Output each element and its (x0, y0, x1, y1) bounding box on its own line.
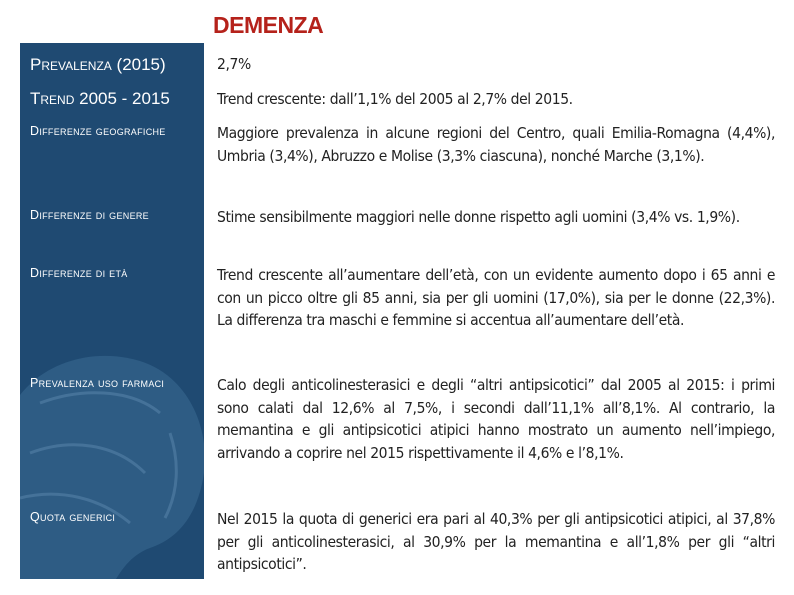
row-text-differenze-eta: Trend crescente all’aumentare dell’età, con un evidente aumento dopo i 65 anni e con un picco oltre gli 85 anni, sia per gli uomini (17,0%), sia per le donne (22,3%). La differenza tra maschi e femmine si accentua all’aumentare dell’età. (217, 266, 775, 329)
row-label-differenze-eta: Differenze di età (30, 266, 128, 280)
row-label-trend: Trend 2005 - 2015 (30, 89, 170, 108)
row-label-prevalenza-farmaci: Prevalenza uso farmaci (30, 376, 165, 390)
row-text-differenze-geografiche: Maggiore prevalenza in alcune regioni del Centro, quali Emilia-Romagna (4,4%), Umbria (3,4%), Abruzzo e Molise (3,3% ciascuna), nonché Marche (3,1%). (217, 124, 775, 165)
row-label-prevalenza: Prevalenza (2015) (30, 55, 166, 74)
row-label-differenze-genere: Differenze di genere (30, 208, 149, 222)
row-text-quota-generici: Nel 2015 la quota di generici era pari al 40,3% per gli antipsicotici atipici, al 37,8% per gli anticolinesterasici, al 30,9% per la memantina e all’1,8% per gli “altri antipsicotici”. (217, 510, 775, 573)
row-text-prevalenza-farmaci: Calo degli anticolinesterasici e degli “altri antipsicotici” dal 2005 al 2015: i primi sono calati dal 12,6% al 7,5%, i secondi dall’11,1% all’8,1%. Al contrario, la memantina e gli antipsicotici atipici hanno mostrato un aumento nell’impiego, arrivando a coprire nel 2015 rispettivamente il 4,6% e l’8,1%. (217, 376, 775, 462)
row-label-quota-generici: Quota generici (30, 510, 116, 524)
row-text-prevalenza: 2,7% (217, 55, 251, 73)
label-sidebar (20, 43, 204, 579)
page-title: DEMENZA (213, 12, 324, 38)
row-text-differenze-genere: Stime sensibilmente maggiori nelle donne rispetto agli uomini (3,4% vs. 1,9%). (217, 208, 740, 226)
row-text-trend: Trend crescente: dall’1,1% del 2005 al 2,7% del 2015. (217, 90, 573, 108)
row-label-differenze-geografiche: Differenze geografiche (30, 124, 166, 138)
